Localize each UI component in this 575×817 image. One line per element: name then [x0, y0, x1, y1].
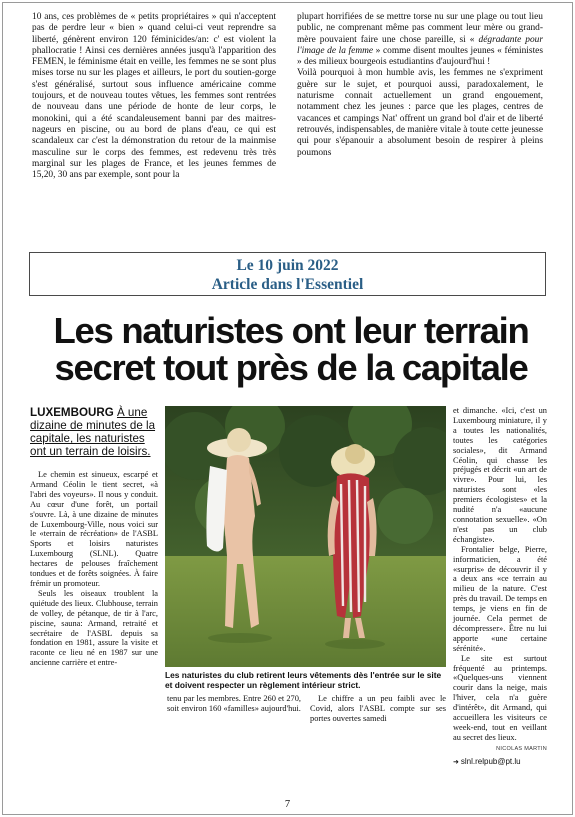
column-2-paragraph: tenu par les membres. Entre 260 et 270, soit environ 160 «familles» aujourd'hui.: [167, 694, 301, 713]
article-lede-text: À une dizaine de minutes de la capitale, les naturistes ont un terrain de loisirs.: [30, 406, 156, 458]
photo-illustration: [165, 406, 446, 667]
column-4-body: [453, 406, 547, 743]
article-column-1: [30, 406, 158, 668]
column-1-body: [30, 470, 158, 668]
top-text-right-part1: plupart horrifiées de se mettre torse nu sur une plage ou tout lieu public, ne comprenant même pas comment leur mère ou grand-mère pouvaient faire une chose pareille, si «: [297, 12, 543, 45]
article-byline: NICOLAS MARTIN: [496, 745, 547, 752]
column-4-paragraph-2: Frontalier belge, Pierre, informaticien, a été «surpris» de découvrir il y a deux ans «ce terrain au milieu de la nature. C'est près du travail. De temps en temps, je viens en fin de journée. Cela permet de décompresser». Être nu lui apporte «une certaine sérénité».: [453, 544, 547, 653]
contact-email-link[interactable]: slnl.relpub@pt.lu: [460, 756, 521, 766]
photo-caption: Les naturistes du club retirent leurs vêtements dès l'entrée sur le site et doivent respecter un règlement intérieur strict.: [165, 670, 442, 691]
column-4-paragraph-1: et dimanche. «Ici, c'est un Luxembourg miniature, il y a toutes les nationalités, toutes les catégories sociales», dit Armand Céolin, qui chasse les préjugés et décrit «un art de vivre». Pour lui, les naturistes sont «les premiers écologistes» et la nudité n'a «aucune connotation sexuelle». «On n'est pas un club échangiste».: [453, 406, 547, 544]
top-text-right-para2: Voilà pourquoi à mon humble avis, les femmes ne s'expriment guère sur le sujet, et pourquoi aussi, paradoxalement, le naturisme connait actuellement un grand engouement, notamment chez les jeunes : parce que les plages, centres de vacances et campings Nat' offrent un grand bol d'air et de liberté retrouvés, indispensables, de manière vitale à toute cette jeunesse qui pour s'épanouir a absolument besoin de respirer à pleins poumons: [297, 68, 543, 158]
article-column-3: [310, 694, 446, 724]
top-text-left: 10 ans, ces problèmes de « petits propriétaires » qui n'acceptent pas de perdre leur « bien » quand celui-ci veut reprendre sa liberté, génèrent environ 120 féminicides/an: c' est violent la phallocratie ! Ainsi ces dernières années jusqu'à l'apparition des FEMEN, le féminisme était en veille, les femmes ne se sont plus mises torse nu sur les plages et ailleurs, le port du soutien-gorge s'est généralisé, surtout sous influence américaine comme toujours, et de nouveau toutes vêtues, les femmes sont rentrées de nouveau dans une période de honte de leur corps, le monokini, qui a été scandaleusement banni par des maitres-nageurs en piscine, ou au bord de plans d'eau, ce qui est scandaleux car c'est la démonstration du retour de la mainmise masculine sur le corps des femmes, est redevenu très très marginal sur les plages de France, et les jeunes femmes de 15,20, 30 ans par exemple, sont pour la: [32, 12, 276, 181]
article-kicker: LUXEMBOURG: [30, 406, 114, 419]
article-contact: [453, 757, 547, 766]
column-1-paragraph-1: Le chemin est sinueux, escarpé et Armand Céolin le tient secret, «à l'abri des voyeurs». Il nous y conduit. Au cœur d'une forêt, un portail s'ouvre. Là, à une dizaine de minutes de Luxembourg-Ville, nous voici sur le «terrain de récréation» de l'ASBL Sports et loisirs naturistes Luxembourg (SLNL). Quatre hectares de pelouses fraîchement tondues et de forêts soignées. À faire frémir un promoteur.: [30, 470, 158, 588]
article-column-2: [167, 694, 301, 714]
arrow-right-icon: ➜: [453, 758, 459, 766]
top-text-left-column: [32, 12, 276, 181]
article-photo: [165, 406, 446, 667]
column-1-paragraph-2: Seuls les oiseaux troublent la quiétude des lieux. Clubhouse, terrain de volley, de pétanque, de tir à l'arc, piscine, sauna: Armand, retraité et secrétaire de l'ASBL depuis sa fondation en 1981, assure la visite et raconte ce lieu né en 1987 sur une ancienne carrière et entre-: [30, 588, 158, 668]
article-lede: [30, 406, 158, 458]
article-column-4: [453, 406, 547, 766]
article-date-banner: [29, 252, 546, 296]
column-3-paragraph: Le chiffre a un peu faibli avec le Covid, alors l'ASBL compte sur ses portes ouvertes samedi: [310, 694, 446, 723]
top-text-right-quote: dégradante pour l'image de la femme: [297, 34, 543, 56]
page-number: 7: [284, 799, 291, 810]
article-headline: Les naturistes ont leur terrain secret tout près de la capitale: [53, 310, 529, 388]
top-text-right-column: [297, 12, 543, 159]
banner-source: Article dans l'Essentiel: [211, 276, 364, 293]
lawn: [165, 556, 446, 667]
top-text-right-para1: [297, 12, 543, 68]
top-text-right-part2: » comme disent moultes jeunes « féministes » des milieux bourgeois estudiantins d'aujourd'hui !: [297, 45, 543, 68]
column-4-paragraph-3: Le site est surtout fréquenté au printemps. «Quelques-uns viennent courir dans la neige, mais l'hiver, cela n'a guère d'intérêt», dit Armand, qui accueillera les visiteurs ce week-end, tout en veillant au secret des lieux.: [453, 653, 547, 742]
banner-date: Le 10 juin 2022: [236, 257, 339, 274]
